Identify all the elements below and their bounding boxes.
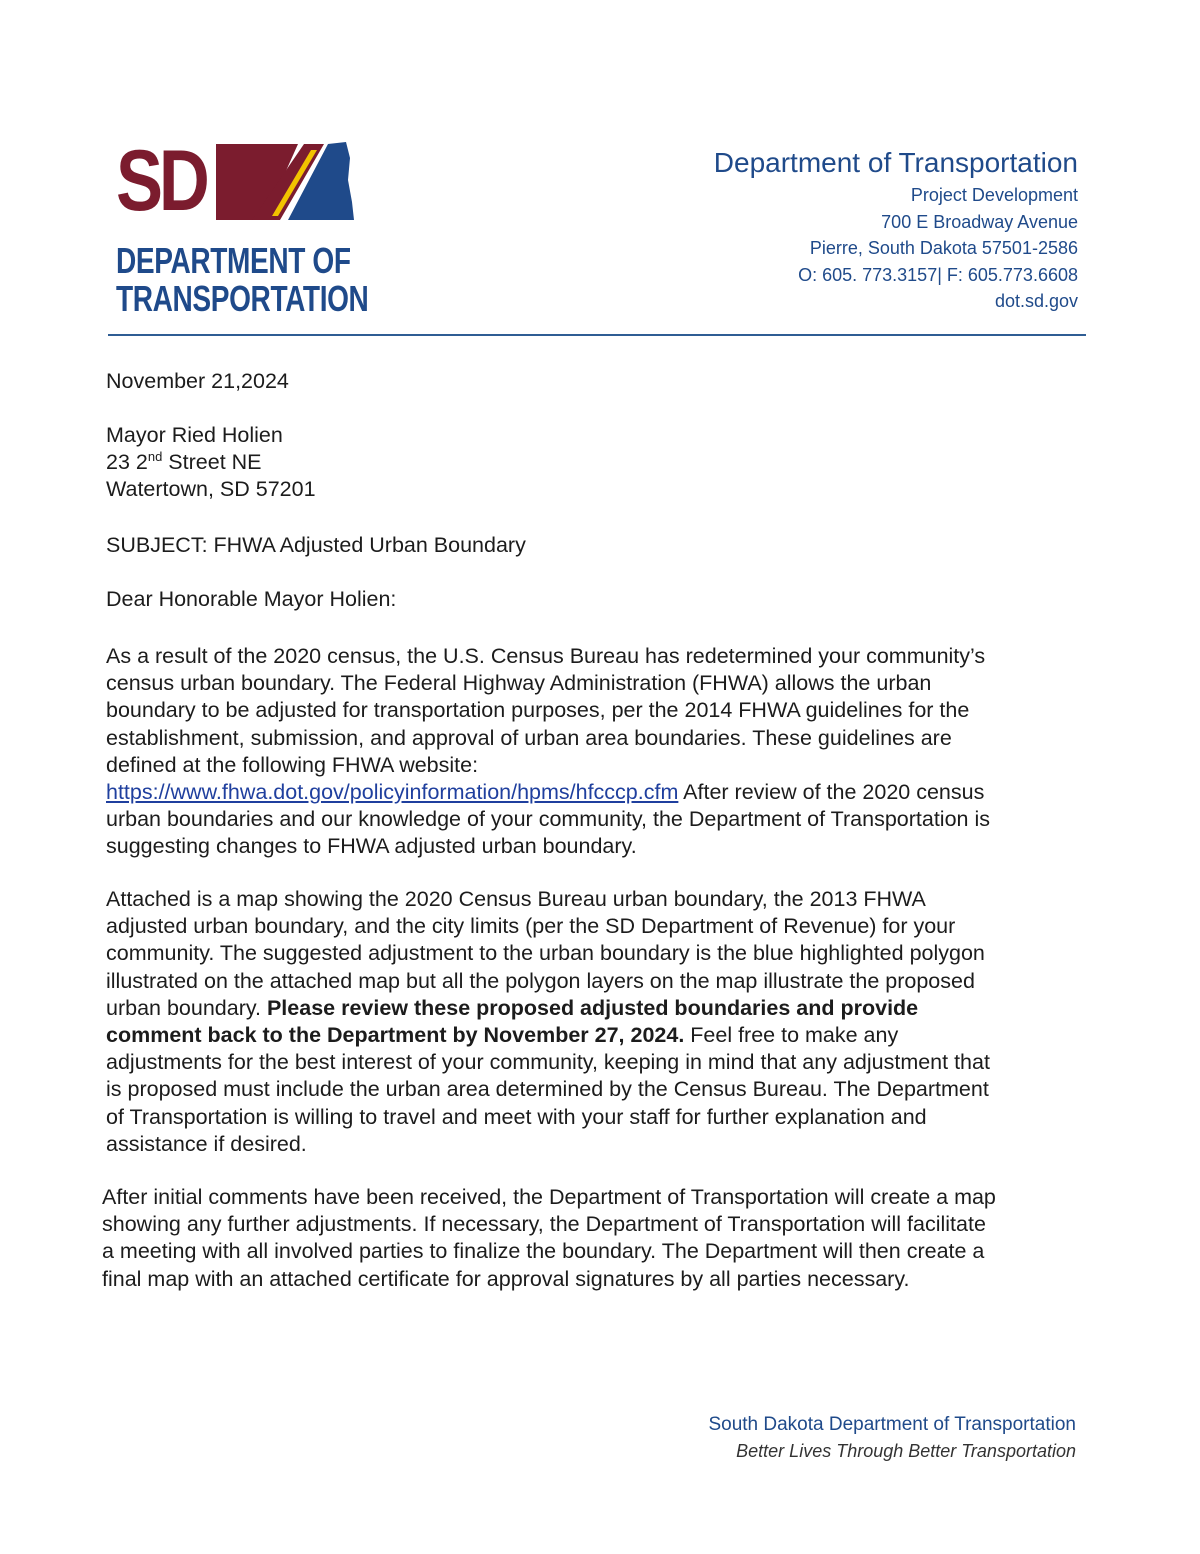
p3-line: a meeting with all involved parties to finalize the boundary. The Department will then create a: [102, 1239, 985, 1264]
letterhead-division: Project Development: [910, 185, 1078, 205]
p2-normal-text: Feel free to make any: [684, 1023, 899, 1048]
letter-footer: [708, 1411, 1076, 1465]
paragraph-3: [102, 1184, 1072, 1293]
p3-line: showing any further adjustments. If necessary, the Department of Transportation will facilitate: [102, 1212, 986, 1237]
p2-normal-text: urban boundary.: [106, 995, 267, 1020]
p1-line: boundary to be adjusted for transportation purposes, per the 2014 FHWA guidelines for the: [106, 698, 970, 723]
letterhead-phone-fax: O: 605. 773.3157| F: 605.773.6608: [798, 264, 1078, 285]
paragraph-1: [106, 643, 1076, 861]
paragraph-2: [106, 886, 1076, 1158]
p3-line: final map with an attached certificate for approval signatures by all parties necessary.: [102, 1266, 910, 1291]
footer-tagline: Better Lives Through Better Transportation: [736, 1441, 1076, 1461]
p1-line: census urban boundary. The Federal Highway Administration (FHWA) allows the urban: [106, 671, 932, 696]
letter-subject: SUBJECT: FHWA Adjusted Urban Boundary: [106, 533, 526, 557]
letterhead-street: 700 E Broadway Avenue: [881, 211, 1078, 232]
p3-line: After initial comments have been received, the Department of Transportation will create a map: [102, 1185, 996, 1209]
letter-salutation: Dear Honorable Mayor Holien:: [106, 587, 397, 611]
road-state-icon: [216, 140, 356, 222]
p1-line: urban boundaries and our knowledge of your community, the Department of Transportation is: [106, 807, 990, 832]
street-ordinal: nd: [147, 449, 163, 465]
p2-line: adjustments for the best interest of your community, keeping in mind that any adjustment that: [106, 1050, 990, 1075]
p2-line: Attached is a map showing the 2020 Census Bureau urban boundary, the 2013 FHWA: [106, 887, 926, 911]
letter-date: November 21,2024: [106, 369, 289, 393]
p1-line: establishment, submission, and approval of urban area boundaries. These guidelines are: [106, 725, 952, 750]
p2-line: [106, 995, 1076, 1022]
recipient-street: [106, 449, 1076, 476]
p1-line: suggesting changes to FHWA adjusted urban boundary.: [106, 834, 637, 859]
p2-line: illustrated on the attached map but all the polygon layers on the map illustrate the proposed: [106, 968, 975, 993]
p2-line: is proposed must include the urban area determined by the Census Bureau. The Department: [106, 1077, 989, 1102]
fhwa-website-link[interactable]: https://www.fhwa.dot.gov/policyinformation/hpms/hfcccp.cfm: [106, 780, 679, 805]
p1-after-link: After review of the 2020 census: [678, 780, 985, 805]
header-divider: [108, 334, 1086, 336]
p2-line: of Transportation is willing to travel and meet with your staff for further explanation and: [106, 1104, 927, 1129]
letterhead-website[interactable]: dot.sd.gov: [994, 291, 1078, 311]
p1-link-line: [106, 779, 1076, 806]
recipient-address: [106, 422, 1076, 504]
p2-line: [106, 1022, 1076, 1049]
sd-dot-logo: [116, 133, 369, 319]
letterhead-contact: [714, 146, 1078, 315]
footer-organization: South Dakota Department of Transportation: [708, 1414, 1076, 1435]
p2-bold-deadline: comment back to the Department by November 27, 2024.: [106, 1023, 685, 1048]
recipient-name: Mayor Ried Holien: [106, 423, 283, 447]
letterhead-city: Pierre, South Dakota 57501-2586: [809, 238, 1078, 258]
letterhead-title: Department of Transportation: [713, 147, 1078, 178]
p2-bold-request: Please review these proposed adjusted boundaries and provide: [266, 995, 919, 1020]
p2-line: adjusted urban boundary, and the city limits (per the SD Department of Revenue) for your: [106, 914, 956, 939]
logo-sd-text: SD: [116, 133, 206, 229]
street-name: Street NE: [162, 450, 262, 475]
p2-line: community. The suggested adjustment to the urban boundary is the blue highlighted polygon: [106, 941, 985, 966]
street-number: 23 2: [106, 450, 148, 475]
logo-line-transportation: TRANSPORTATION: [116, 278, 369, 319]
p1-line: As a result of the 2020 census, the U.S. Census Bureau has redetermined your community’s: [106, 644, 986, 668]
logo-line-department: DEPARTMENT OF: [116, 240, 351, 281]
recipient-city: Watertown, SD 57201: [106, 477, 316, 502]
p2-line: assistance if desired.: [106, 1131, 307, 1156]
p1-line: defined at the following FHWA website:: [106, 752, 479, 777]
